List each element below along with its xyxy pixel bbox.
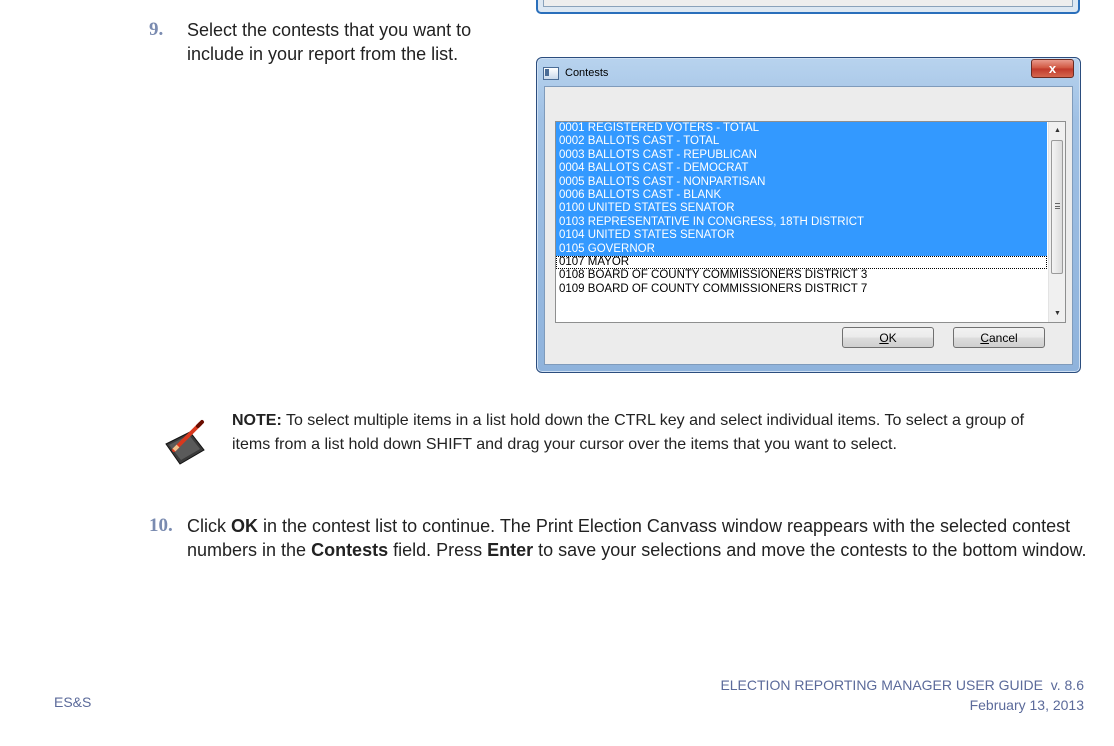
- ok-label-rest: K: [888, 330, 897, 345]
- note-label: NOTE:: [232, 412, 282, 429]
- contest-list-item[interactable]: 0105 GOVERNOR: [556, 243, 1047, 256]
- contest-list-item[interactable]: 0001 REGISTERED VOTERS - TOTAL: [556, 122, 1047, 135]
- contest-list-item[interactable]: 0002 BALLOTS CAST - TOTAL: [556, 135, 1047, 148]
- list-scrollbar[interactable]: [1048, 122, 1065, 322]
- step-10-text-part: to save your selections and move the contests to the bottom window.: [533, 540, 1087, 560]
- footer-guide-info: [720, 675, 1084, 715]
- step-10-number: 10.: [149, 515, 173, 536]
- step-10-text-part: in the contest list to continue. The Print Election Canvass window reappears with the selected contest numbers in the: [187, 516, 1071, 560]
- footer-guide-title: ELECTION REPORTING MANAGER USER GUIDE v. 8.6: [720, 677, 1084, 693]
- note-pen-icon: [160, 418, 210, 468]
- step-10-text-part: Click: [187, 516, 231, 536]
- scroll-up-icon[interactable]: ▲: [1054, 127, 1061, 134]
- step-10-text-part: field. Press: [388, 540, 488, 560]
- step-10-bold-enter: Enter: [487, 540, 534, 560]
- contest-list[interactable]: [555, 121, 1066, 323]
- dialog-title: Contests: [565, 67, 609, 79]
- contest-list-items: [556, 122, 1047, 296]
- cancel-mnemonic: C: [980, 330, 989, 345]
- step-9-number: 9.: [149, 19, 164, 40]
- contest-list-item[interactable]: 0109 BOARD OF COUNTY COMMISSIONERS DISTRICT 7: [559, 282, 868, 295]
- contest-list-item[interactable]: 0108 BOARD OF COUNTY COMMISSIONERS DISTRICT 3: [559, 269, 868, 282]
- contest-list-item[interactable]: 0004 BALLOTS CAST - DEMOCRAT: [556, 162, 1047, 175]
- contest-list-item[interactable]: 0005 BALLOTS CAST - NONPARTISAN: [556, 176, 1047, 189]
- ok-mnemonic: O: [879, 330, 889, 345]
- note-paragraph: [232, 409, 1062, 457]
- scroll-thumb[interactable]: [1051, 140, 1063, 274]
- grip-icon: [1055, 203, 1060, 209]
- contests-dialog: [536, 57, 1081, 373]
- scroll-down-icon[interactable]: ▼: [1054, 310, 1061, 317]
- footer-company: ES&S: [54, 694, 92, 710]
- contest-list-item[interactable]: 0107 MAYOR: [556, 256, 1047, 269]
- contest-list-item[interactable]: 0006 BALLOTS CAST - BLANK: [556, 189, 1047, 202]
- footer-date: February 13, 2013: [969, 697, 1084, 713]
- contest-list-item[interactable]: 0003 BALLOTS CAST - REPUBLICAN: [556, 149, 1047, 162]
- cancel-label-rest: ancel: [988, 330, 1018, 345]
- step-10-bold-ok: OK: [231, 516, 258, 536]
- contest-list-item[interactable]: 0100 UNITED STATES SENATOR: [556, 202, 1047, 215]
- dialog-titlebar: [543, 62, 608, 84]
- previous-window-edge: [536, 0, 1080, 14]
- window-icon: [543, 67, 559, 80]
- step-10-text: [187, 514, 1087, 562]
- ok-button[interactable]: [842, 327, 934, 348]
- contest-list-item[interactable]: 0103 REPRESENTATIVE IN CONGRESS, 18TH DISTRICT: [556, 216, 1047, 229]
- dialog-body: [544, 86, 1073, 365]
- note-body: To select multiple items in a list hold down the CTRL key and select individual items. To select a group of items from a list hold down SHIFT and drag your cursor over the items that you want to select.: [232, 412, 1025, 453]
- step-10-bold-contests: Contests: [311, 540, 389, 560]
- contest-list-item[interactable]: 0104 UNITED STATES SENATOR: [556, 229, 1047, 242]
- close-button[interactable]: x: [1031, 59, 1074, 78]
- cancel-button[interactable]: [953, 327, 1045, 348]
- step-9-text: Select the contests that you want to include in your report from the list.: [187, 20, 472, 64]
